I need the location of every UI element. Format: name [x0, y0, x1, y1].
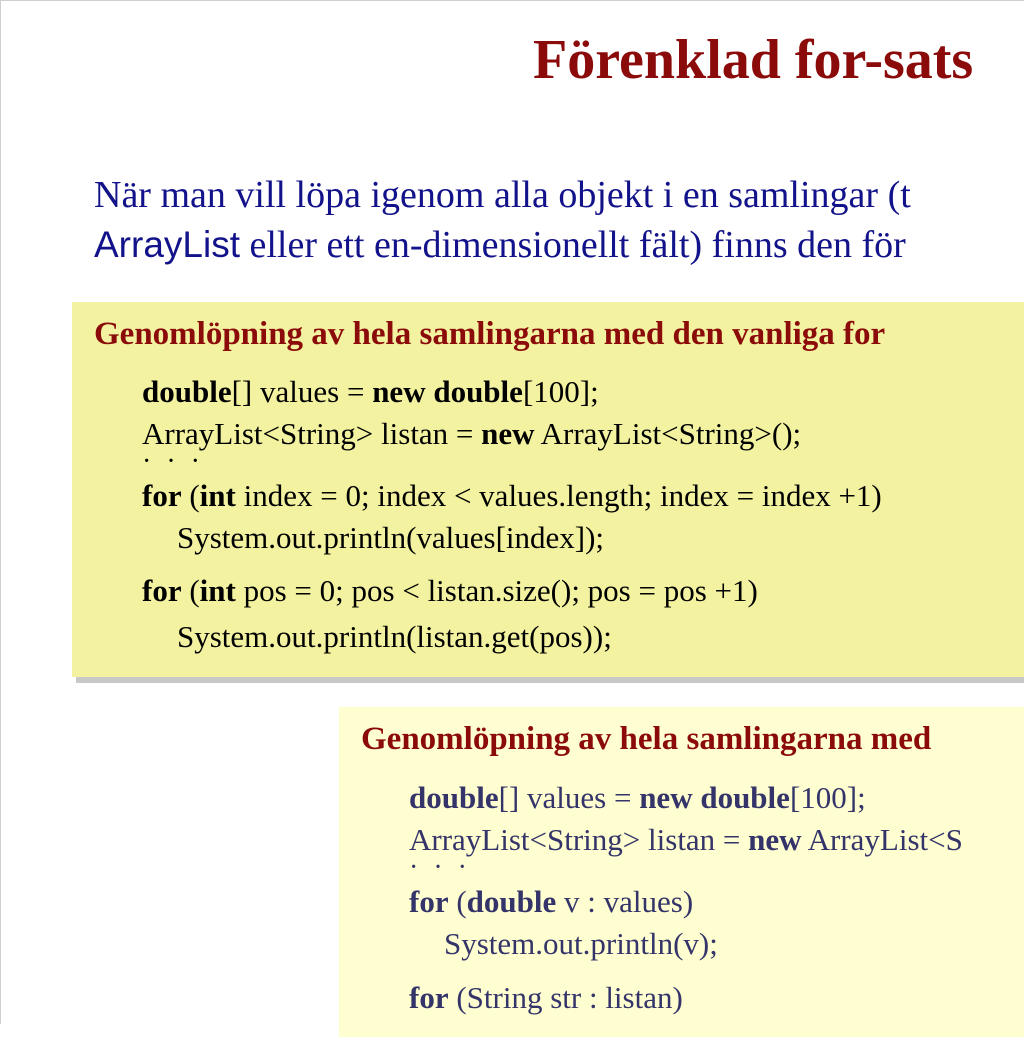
- code-text: index = 0; index < values.length; index = index +1): [235, 478, 882, 513]
- code-line-decl-values: [409, 780, 866, 816]
- code-text: [] values =: [498, 780, 640, 815]
- keyword-new: new: [372, 374, 426, 409]
- intro-line-2: [94, 220, 1024, 270]
- code-text: [100];: [789, 780, 866, 815]
- code-line-decl-values: [142, 374, 599, 410]
- keyword-for: for: [142, 573, 182, 608]
- code-text: v : values): [556, 884, 694, 919]
- code-line-println-listan: System.out.println(listan.get(pos));: [177, 619, 612, 654]
- keyword-new: new: [481, 416, 535, 451]
- code-line-decl-list: [142, 416, 801, 452]
- code-line-for-pos: [142, 573, 758, 609]
- keyword-int: int: [199, 478, 236, 513]
- keyword-for: for: [409, 980, 449, 1015]
- code-ellipsis: · · ·: [142, 446, 204, 477]
- code-text: ArrayList<String> listan =: [409, 822, 749, 857]
- code-line-for-index: [142, 478, 882, 514]
- code-text: (: [181, 573, 200, 608]
- intro-line-2-text: eller ett en-dimensionellt fält) finns den för: [239, 224, 906, 266]
- code-line-println-values: System.out.println(values[index]);: [177, 520, 605, 555]
- keyword-double: double: [466, 884, 557, 919]
- keyword-int: int: [199, 573, 236, 608]
- slide-title: Förenklad for-sats: [533, 29, 974, 91]
- keyword-double: double: [142, 374, 232, 409]
- code-text: (: [448, 884, 467, 919]
- code-line-decl-list: [409, 822, 963, 858]
- arraylist-term: ArrayList: [94, 224, 240, 265]
- enhanced-for-heading: Genomlöpning av hela samlingarna med: [361, 721, 932, 757]
- code-text: pos = 0; pos < listan.size(); pos = pos +1): [235, 573, 758, 608]
- code-text: (String str : listan): [448, 980, 683, 1015]
- code-text: [] values =: [231, 374, 373, 409]
- keyword-double: double: [433, 374, 523, 409]
- code-text: ArrayList<S: [801, 822, 963, 857]
- intro-line-1: När man vill löpa igenom alla objekt i en samlingar (t: [94, 174, 911, 216]
- enhanced-for-box: [339, 707, 1024, 1037]
- code-text: (: [181, 478, 200, 513]
- code-line-println-v: System.out.println(v);: [444, 926, 718, 961]
- code-text: [100];: [522, 374, 599, 409]
- keyword-for: for: [142, 478, 182, 513]
- code-text: ArrayList<String>();: [534, 416, 802, 451]
- keyword-new: new: [748, 822, 802, 857]
- keyword-double: double: [700, 780, 790, 815]
- code-line-for-each-listan: [409, 980, 683, 1016]
- regular-for-heading: Genomlöpning av hela samlingarna med den vanliga for: [94, 316, 886, 352]
- regular-for-box: [72, 302, 1024, 677]
- keyword-new: new: [639, 780, 693, 815]
- code-ellipsis: · · ·: [409, 852, 471, 883]
- intro-paragraph: [94, 170, 1024, 270]
- code-line-for-each-values: [409, 884, 693, 920]
- keyword-double: double: [409, 780, 499, 815]
- code-text: ArrayList<String> listan =: [142, 416, 482, 451]
- keyword-for: for: [409, 884, 449, 919]
